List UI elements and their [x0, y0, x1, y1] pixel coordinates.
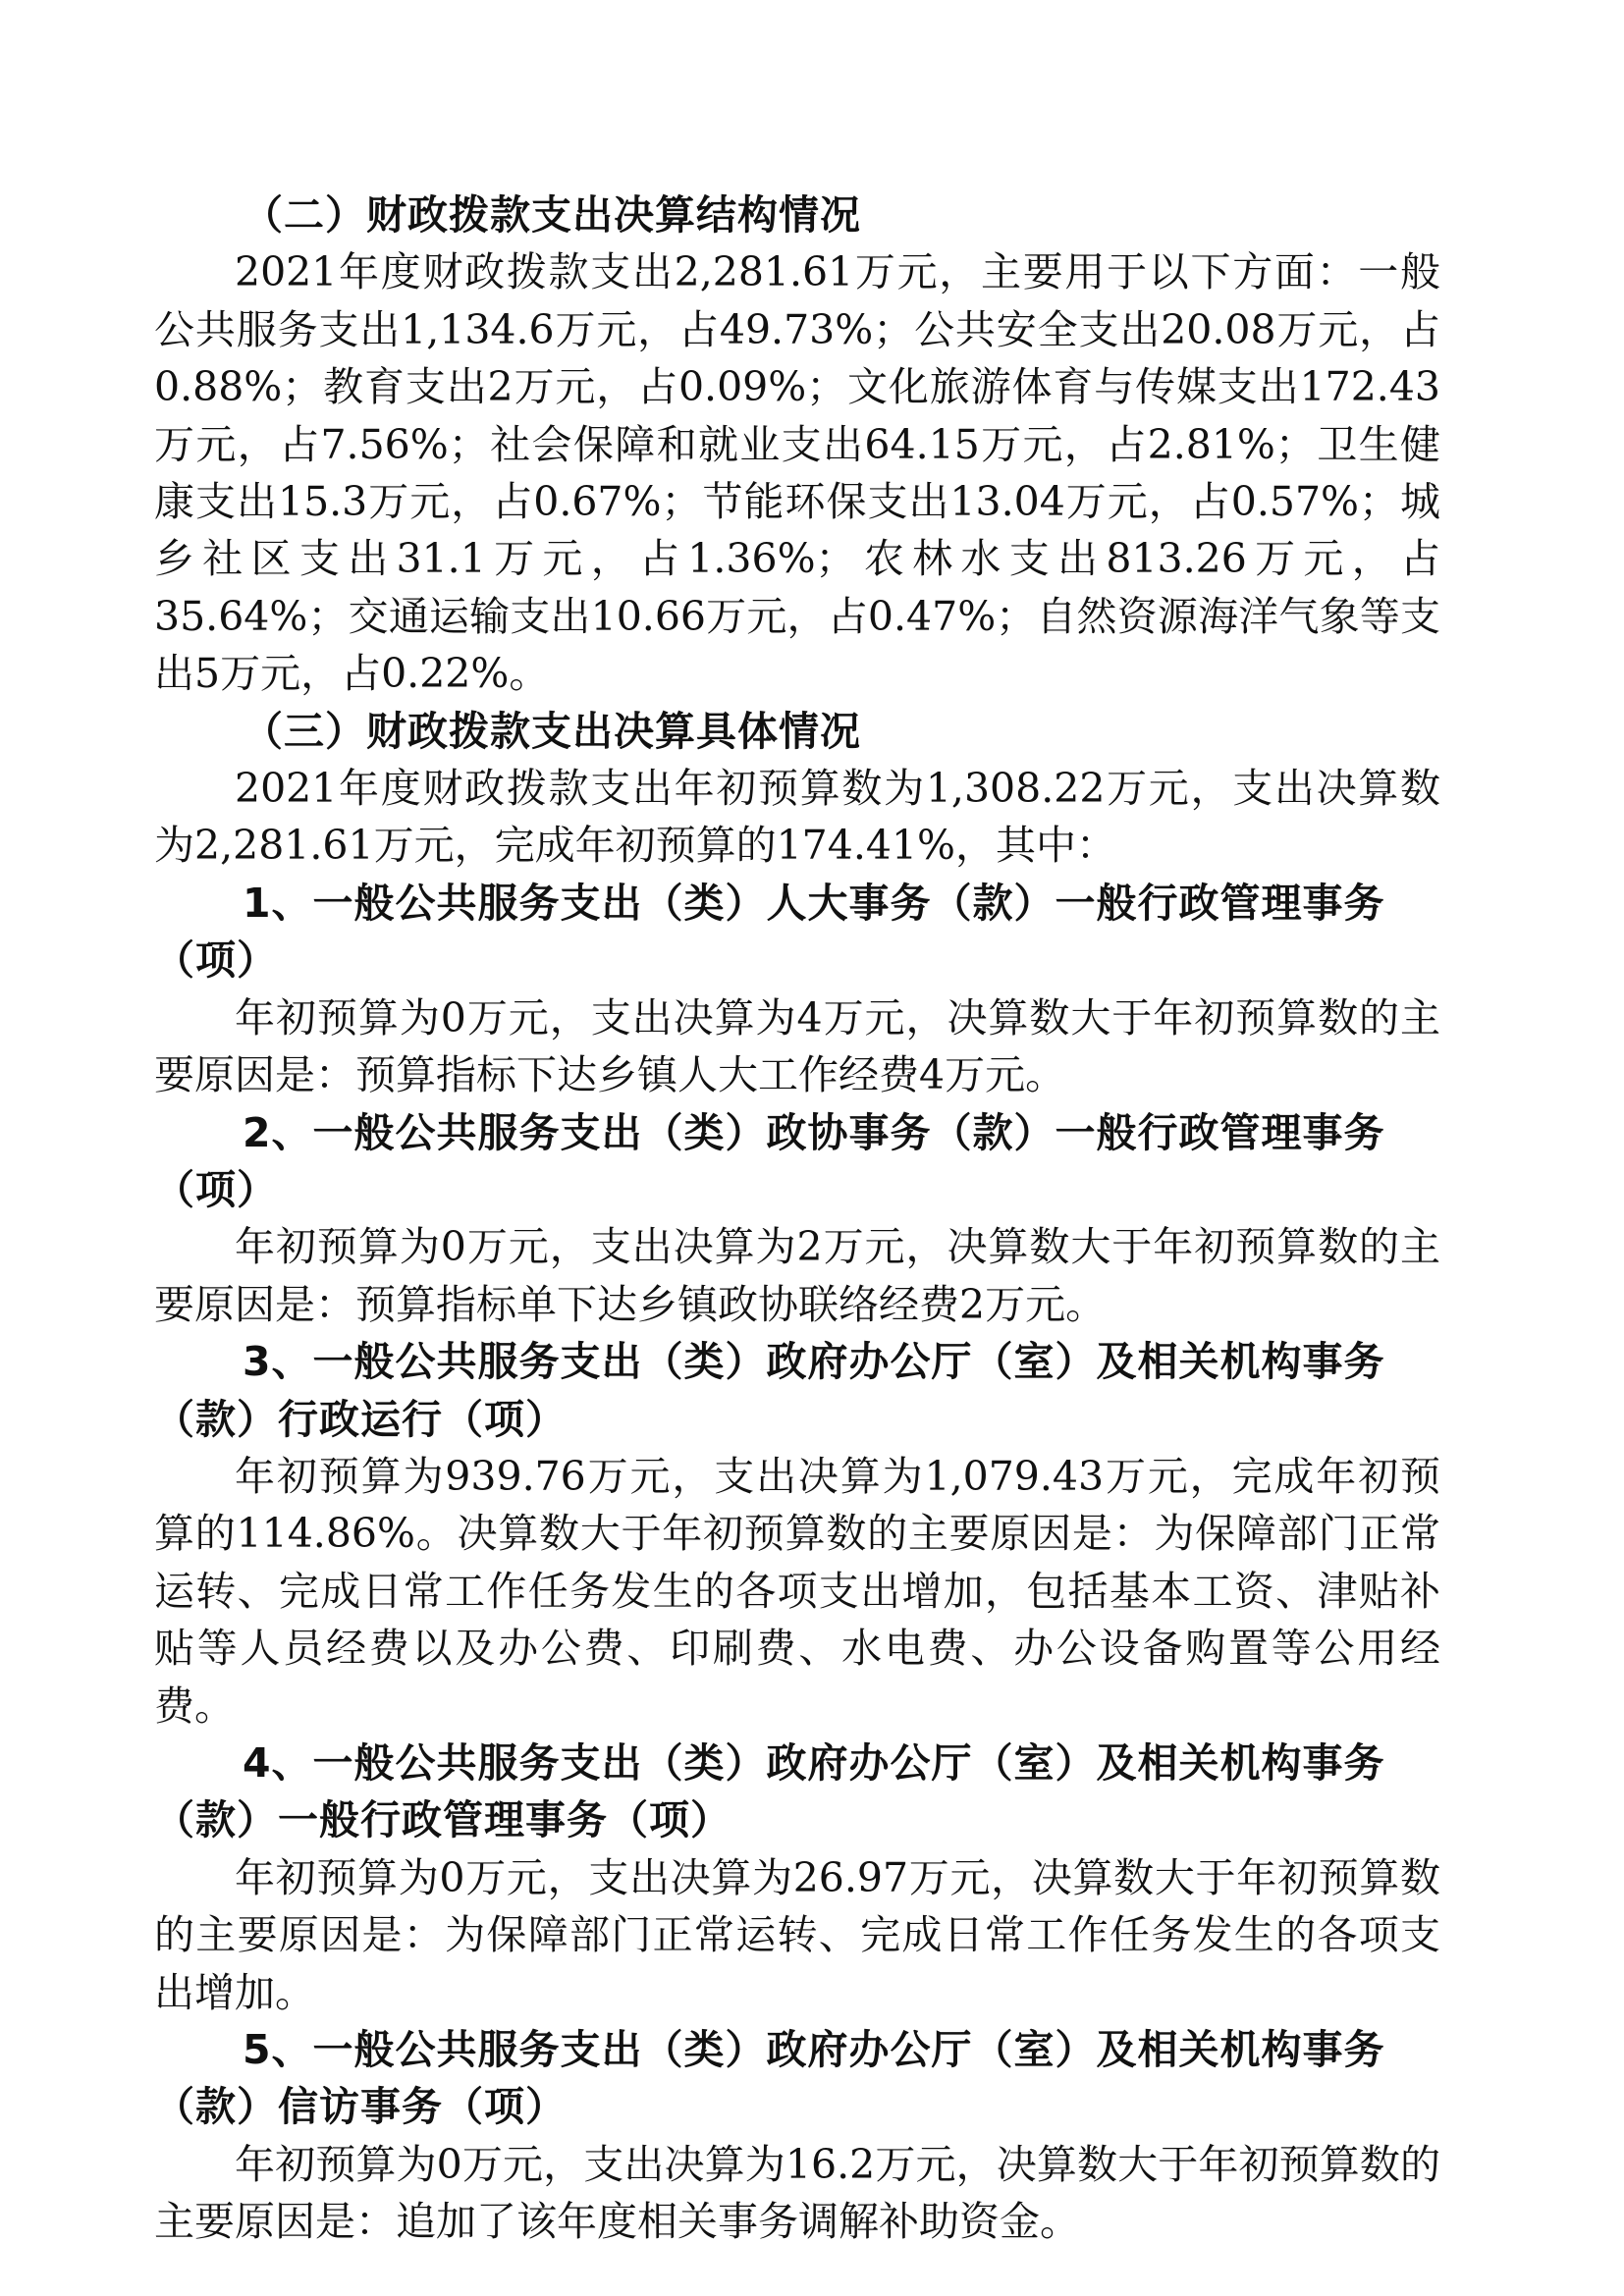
item-paragraph-3: 年初预算为939.76万元，支出决算为1,079.43万元，完成年初预算的114.86%。决算数大于年初预算数的主要原因是：为保障部门正常运转、完成日常工作任务发生的各项支出增加，包括基本工资、津贴补贴等人员经费以及办公费、印刷费、水电费、办公设备购置等公用经费。 [154, 1452, 1440, 1730]
section-heading-details: （三）财政拨款支出决算具体情况 [243, 707, 861, 755]
item-paragraph-1: 年初预算为0万元，支出决算为4万元，决算数大于年初预算数的主要原因是：预算指标下达乡镇人大工作经费4万元。 [154, 993, 1440, 1099]
item-heading-2: 2、一般公共服务支出（类）政协事务（款）一般行政管理事务（项） [154, 1108, 1385, 1213]
item-heading-4: 4、一般公共服务支出（类）政府办公厅（室）及相关机构事务（款）一般行政管理事务（项） [154, 1738, 1385, 1844]
section-heading-structure: （二）财政拨款支出决算结构情况 [243, 191, 861, 239]
item-paragraph-5: 年初预算为0万元，支出决算为16.2万元，决算数大于年初预算数的主要原因是：追加了该年度相关事务调解补助资金。 [154, 2140, 1440, 2246]
item-paragraph-2: 年初预算为0万元，支出决算为2万元，决算数大于年初预算数的主要原因是：预算指标单下达乡镇政协联络经费2万元。 [154, 1223, 1440, 1328]
section-paragraph-details: 2021年度财政拨款支出年初预算数为1,308.22万元，支出决算数 为2,281.61万元，完成年初预算的174.41%，其中： [154, 765, 1440, 870]
section-paragraph-structure: 2021年度财政拨款支出2,281.61万元，主要用于以下方面：一般公共服务支出1,134.6万元，占49.73%；公共安全支出20.08万元，占0.88%；教育支出2万元，占0.09%；文化旅游体育与传媒支出172.43万元，占7.56%；社会保障和就业支出64.15万元，占2.81%；卫生健康支出15.3万元，占0.67%；节能环保支出13.04万元，占0.57%；城乡社区支出31.1万元，占1.36%；农林水支出813.26万元，占35.64%；交通运输支出10.66万元，占0.47%；自然资源海洋气象等支出5万元，占0.22%。 [154, 248, 1440, 698]
item-heading-3: 3、一般公共服务支出（类）政府办公厅（室）及相关机构事务（款）行政运行（项） [154, 1338, 1385, 1443]
item-heading-5: 5、一般公共服务支出（类）政府办公厅（室）及相关机构事务（款）信访事务（项） [154, 2026, 1385, 2131]
item-heading-1: 1、一般公共服务支出（类）人大事务（款）一般行政管理事务（项） [154, 879, 1385, 985]
document-body [154, 187, 1440, 2251]
item-paragraph-4: 年初预算为0万元，支出决算为26.97万元，决算数大于年初预算数的主要原因是：为保障部门正常运转、完成日常工作任务发生的各项支出增加。 [154, 1853, 1440, 2016]
